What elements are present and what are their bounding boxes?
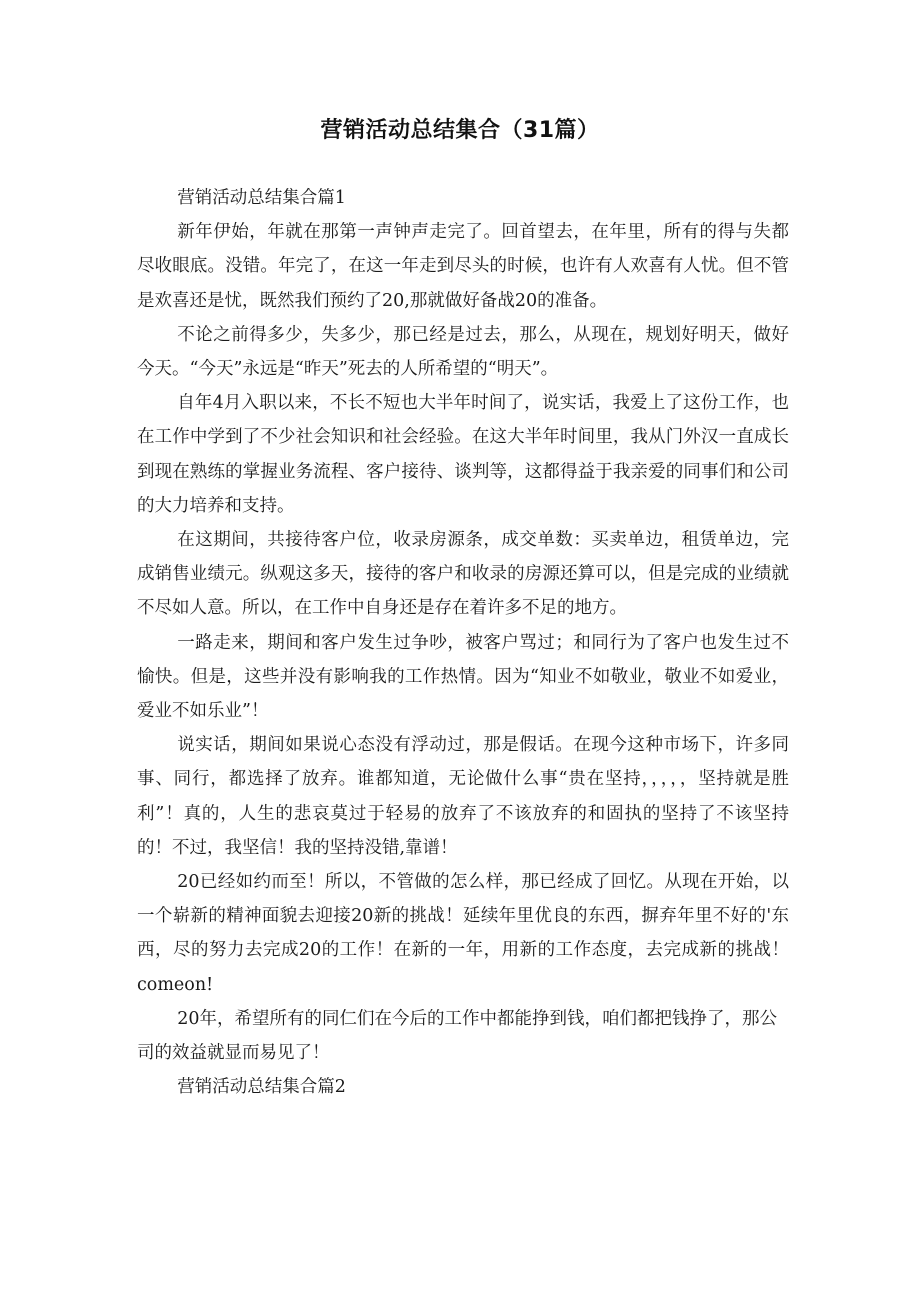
section-heading: 营销活动总结集合篇1 — [177, 188, 346, 208]
document-body — [137, 181, 789, 1104]
paragraph: 新年伊始，年就在那第一声钟声走完了。回首望去，在年里，所有的得与失都尽收眼底。没错。年完了，在这一年走到尽头的时候，也许有人欢喜有人忧。但不管是欢喜还是忧，既然我们预约了20,那就做好备战20的准备。 — [137, 222, 789, 311]
paragraph: 一路走来，期间和客户发生过争吵，被客户骂过；和同行为了客户也发生过不愉快。但是，这些并没有影响我的工作热情。因为“知业不如敬业，敬业不如爱业，爱业不如乐业”！ — [137, 632, 789, 722]
document-title: 营销活动总结集合（31篇） — [320, 118, 600, 143]
section-heading: 营销活动总结集合篇2 — [177, 1077, 346, 1098]
paragraph: 说实话，期间如果说心态没有浮动过，那是假话。在现今这种市场下，许多同事、同行，都选择了放弃。谁都知道，无论做什么事“贵在坚持，，，，，坚持就是胜利”！真的，人生的悲哀莫过于轻易的放弃了不该放弃的和固执的坚持了不该坚持的！不过，我坚信！我的坚持没错,靠谱！ — [137, 735, 789, 858]
paragraph: 20年，希望所有的同仁们在今后的工作中都能挣到钱，咱们都把钱挣了，那公司的效益就显而易见了！ — [137, 1008, 778, 1064]
paragraph: 20已经如约而至！所以，不管做的怎么样，那已经成了回忆。从现在开始，以一个崭新的精神面貌去迎接20新的挑战！延续年里优良的东西，摒弃年里不好的'东西，尽的努力去完成20的工作！在新的一年，用新的工作态度，去完成新的挑战！comeon! — [137, 872, 789, 995]
paragraph: 不论之前得多少，失多少，那已经是过去，那么，从现在，规划好明天，做好今天。“今天”永远是“昨天”死去的人所希望的“明天”。 — [137, 324, 789, 380]
paragraph: 自年4月入职以来，不长不短也大半年时间了，说实话，我爱上了这份工作，也在工作中学到了不少社会知识和社会经验。在这大半年时间里，我从门外汉一直成长到现在熟练的掌握业务流程、客户接待、谈判等，这都得益于我亲爱的同事们和公司的大力培养和支持。 — [137, 393, 789, 516]
paragraph: 在这期间，共接待客户位，收录房源条，成交单数：买卖单边，租赁单边，完成销售业绩元。纵观这多天，接待的客户和收录的房源还算可以，但是完成的业绩就不尽如人意。所以，在工作中自身还是存在着许多不足的地方。 — [137, 530, 789, 619]
